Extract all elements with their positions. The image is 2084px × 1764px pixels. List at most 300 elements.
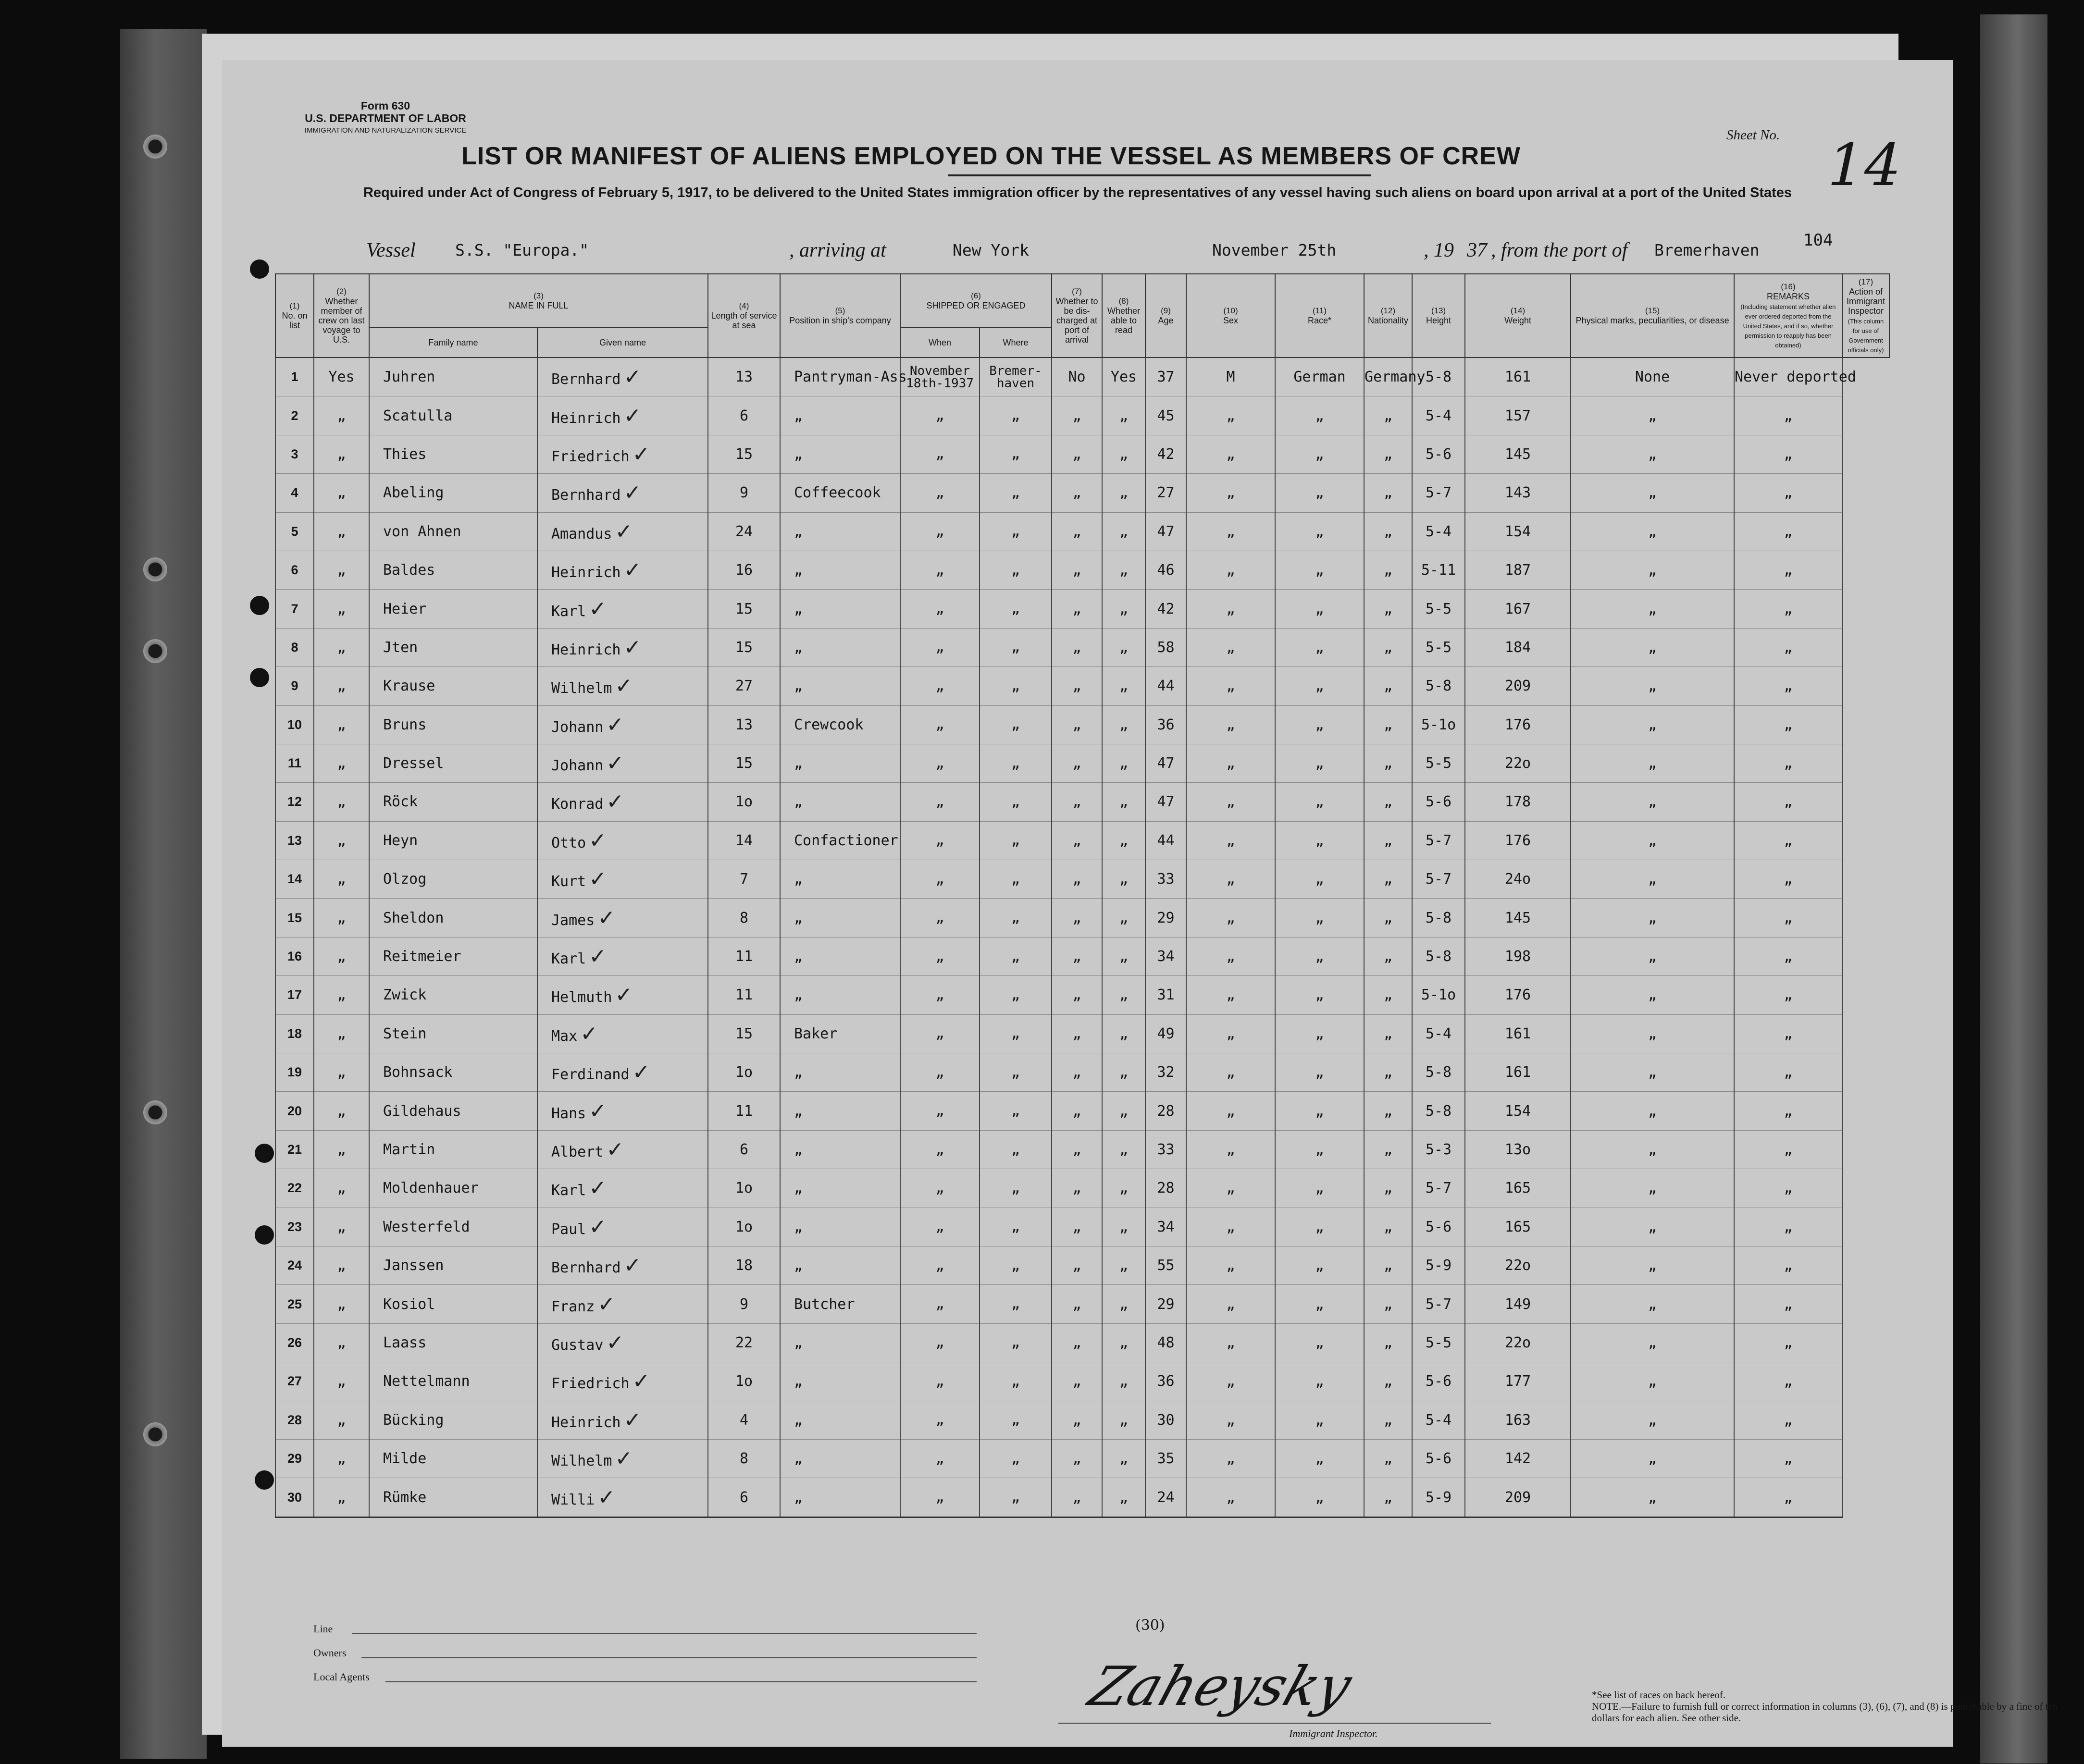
cell-prev: „ bbox=[314, 628, 369, 666]
cell-given: Konrad ✓ bbox=[537, 783, 708, 821]
table-row bbox=[275, 1323, 1889, 1362]
check-mark-icon: ✓ bbox=[606, 1330, 624, 1355]
cell-nationality: „ bbox=[1364, 860, 1412, 899]
cell-height: 5-6 bbox=[1412, 1362, 1465, 1401]
cell-position: „ bbox=[780, 551, 900, 589]
inspector-signature: Zaheysky bbox=[1081, 1655, 1360, 1718]
cell-marks: „ bbox=[1571, 1130, 1734, 1169]
cell-where: „ bbox=[980, 1246, 1052, 1284]
cell-height: 5-8 bbox=[1412, 899, 1465, 937]
cell-age: 29 bbox=[1145, 1285, 1186, 1323]
check-mark-icon: ✓ bbox=[623, 365, 642, 390]
cell-sex: „ bbox=[1186, 860, 1275, 899]
cell-no: 16 bbox=[275, 937, 314, 975]
check-mark-icon: ✓ bbox=[615, 674, 633, 699]
cell-prev: „ bbox=[314, 512, 369, 551]
cell-where: „ bbox=[980, 783, 1052, 821]
cell-remarks: „ bbox=[1734, 976, 1842, 1014]
cell-given: Heinrich ✓ bbox=[537, 628, 708, 666]
cell-no: 4 bbox=[275, 474, 314, 512]
cell-nationality: „ bbox=[1364, 705, 1412, 744]
cell-no: 29 bbox=[275, 1439, 314, 1478]
cell-where: „ bbox=[980, 1285, 1052, 1323]
header-shipped-or-engaged: (6) SHIPPED OR ENGAGED bbox=[900, 274, 1052, 328]
cell-when: „ bbox=[900, 1362, 980, 1401]
cell-remarks: „ bbox=[1734, 1285, 1842, 1323]
cell-race: „ bbox=[1275, 1130, 1364, 1169]
cell-discharged: „ bbox=[1052, 590, 1102, 628]
table-row bbox=[275, 1478, 1889, 1517]
table-row bbox=[275, 590, 1889, 628]
line-label: Line bbox=[313, 1623, 333, 1635]
table-row bbox=[275, 1401, 1889, 1439]
cell-age: 37 bbox=[1145, 358, 1186, 396]
cell-service: 24 bbox=[708, 512, 780, 551]
table-row bbox=[275, 551, 1889, 589]
cell-marks: „ bbox=[1571, 899, 1734, 937]
cell-position: „ bbox=[780, 1092, 900, 1130]
cell-height: 5-3 bbox=[1412, 1130, 1465, 1169]
cell-family: von Ahnen bbox=[369, 512, 537, 551]
cell-where: „ bbox=[980, 899, 1052, 937]
header-height: (13) Height bbox=[1412, 274, 1465, 358]
cell-nationality: „ bbox=[1364, 1362, 1412, 1401]
cell-family: Kosiol bbox=[369, 1285, 537, 1323]
cell-where: „ bbox=[980, 628, 1052, 666]
cell-read: „ bbox=[1102, 899, 1145, 937]
cell-service: 4 bbox=[708, 1401, 780, 1439]
cell-height: 5-4 bbox=[1412, 396, 1465, 435]
cell-given: Helmuth ✓ bbox=[537, 976, 708, 1014]
cell-family: Rümke bbox=[369, 1478, 537, 1517]
cell-read: „ bbox=[1102, 860, 1145, 899]
cell-given: Friedrich ✓ bbox=[537, 1362, 708, 1401]
local-agents-label: Local Agents bbox=[313, 1671, 370, 1683]
cell-family: Moldenhauer bbox=[369, 1169, 537, 1208]
cell-given: James ✓ bbox=[537, 899, 708, 937]
cell-race: „ bbox=[1275, 783, 1364, 821]
cell-prev: „ bbox=[314, 976, 369, 1014]
cell-marks: „ bbox=[1571, 474, 1734, 512]
punch-hole bbox=[143, 1422, 167, 1446]
cell-read: „ bbox=[1102, 783, 1145, 821]
cell-remarks: „ bbox=[1734, 590, 1842, 628]
cell-nationality: „ bbox=[1364, 474, 1412, 512]
punch-hole bbox=[143, 639, 167, 663]
cell-prev: „ bbox=[314, 899, 369, 937]
cell-marks: „ bbox=[1571, 1323, 1734, 1362]
cell-prev: „ bbox=[314, 1208, 369, 1246]
cell-weight: 161 bbox=[1465, 358, 1571, 396]
cell-age: 55 bbox=[1145, 1246, 1186, 1284]
cell-when: „ bbox=[900, 474, 980, 512]
check-mark-icon: ✓ bbox=[623, 1407, 642, 1432]
cell-remarks: „ bbox=[1734, 551, 1842, 589]
rivet-hole bbox=[250, 596, 269, 615]
cell-where: „ bbox=[980, 590, 1052, 628]
signature-rule bbox=[1058, 1723, 1491, 1724]
cell-position: „ bbox=[780, 1439, 900, 1478]
cell-service: 9 bbox=[708, 474, 780, 512]
cell-discharged: „ bbox=[1052, 435, 1102, 473]
cell-no: 1 bbox=[275, 358, 314, 396]
cell-sex: „ bbox=[1186, 1130, 1275, 1169]
cell-prev: Yes bbox=[314, 358, 369, 396]
cell-weight: 22o bbox=[1465, 1246, 1571, 1284]
cell-age: 48 bbox=[1145, 1323, 1186, 1362]
cell-family: Abeling bbox=[369, 474, 537, 512]
from-port-label: , from the port of bbox=[1491, 239, 1628, 261]
table-row bbox=[275, 1246, 1889, 1284]
cell-where: „ bbox=[980, 705, 1052, 744]
owners-rule bbox=[361, 1657, 977, 1658]
cell-race: „ bbox=[1275, 1323, 1364, 1362]
cell-nationality: „ bbox=[1364, 1014, 1412, 1053]
cell-age: 49 bbox=[1145, 1014, 1186, 1053]
table-row bbox=[275, 937, 1889, 975]
cell-weight: 161 bbox=[1465, 1053, 1571, 1092]
cell-where: „ bbox=[980, 860, 1052, 899]
cell-service: 8 bbox=[708, 899, 780, 937]
cell-discharged: „ bbox=[1052, 1401, 1102, 1439]
cell-position: „ bbox=[780, 435, 900, 473]
cell-given: Gustav ✓ bbox=[537, 1323, 708, 1362]
cell-weight: 165 bbox=[1465, 1169, 1571, 1208]
cell-no: 28 bbox=[275, 1401, 314, 1439]
cell-age: 30 bbox=[1145, 1401, 1186, 1439]
cell-when: „ bbox=[900, 1092, 980, 1130]
cell-given: Johann ✓ bbox=[537, 705, 708, 744]
cell-age: 58 bbox=[1145, 628, 1186, 666]
cell-position: Confactioner bbox=[780, 821, 900, 860]
cell-nationality: „ bbox=[1364, 1092, 1412, 1130]
cell-where: Bremer-haven bbox=[980, 358, 1052, 396]
header-discharged: (7) Whether to be dis-charged at port of arrival bbox=[1052, 274, 1102, 358]
cell-read: „ bbox=[1102, 628, 1145, 666]
stamped-number: 104 bbox=[1803, 231, 1833, 250]
cell-nationality: „ bbox=[1364, 512, 1412, 551]
cell-discharged: „ bbox=[1052, 1092, 1102, 1130]
crew-count: (30) bbox=[1135, 1617, 1165, 1634]
arriving-port: New York bbox=[953, 241, 1029, 259]
cell-no: 13 bbox=[275, 821, 314, 860]
service-name: IMMIGRATION AND NATURALIZATION SERVICE bbox=[304, 126, 467, 135]
cell-no: 8 bbox=[275, 628, 314, 666]
cell-position: „ bbox=[780, 744, 900, 782]
cell-position: „ bbox=[780, 1246, 900, 1284]
cell-nationality: „ bbox=[1364, 667, 1412, 705]
cell-when: „ bbox=[900, 1439, 980, 1478]
cell-given: Heinrich ✓ bbox=[537, 551, 708, 589]
cell-sex: „ bbox=[1186, 628, 1275, 666]
cell-when: „ bbox=[900, 821, 980, 860]
cell-where: „ bbox=[980, 551, 1052, 589]
cell-service: 9 bbox=[708, 1285, 780, 1323]
cell-read: „ bbox=[1102, 976, 1145, 1014]
cell-prev: „ bbox=[314, 744, 369, 782]
cell-when: November 18th-1937 bbox=[900, 358, 980, 396]
cell-read: „ bbox=[1102, 705, 1145, 744]
cell-discharged: „ bbox=[1052, 667, 1102, 705]
cell-discharged: „ bbox=[1052, 512, 1102, 551]
check-mark-icon: ✓ bbox=[597, 1485, 616, 1510]
cell-marks: „ bbox=[1571, 783, 1734, 821]
cell-when: „ bbox=[900, 1208, 980, 1246]
cell-height: 5-8 bbox=[1412, 1092, 1465, 1130]
header-weight: (14) Weight bbox=[1465, 274, 1571, 358]
cell-prev: „ bbox=[314, 705, 369, 744]
cell-weight: 161 bbox=[1465, 1014, 1571, 1053]
cell-marks: „ bbox=[1571, 1439, 1734, 1478]
cell-age: 31 bbox=[1145, 976, 1186, 1014]
cell-when: „ bbox=[900, 899, 980, 937]
cell-discharged: „ bbox=[1052, 1478, 1102, 1517]
table-row bbox=[275, 358, 1889, 396]
rivet-hole bbox=[255, 1144, 274, 1163]
cell-given: Wilhelm ✓ bbox=[537, 667, 708, 705]
cell-sex: „ bbox=[1186, 744, 1275, 782]
check-mark-icon: ✓ bbox=[623, 481, 642, 506]
cell-read: „ bbox=[1102, 1439, 1145, 1478]
cell-read: „ bbox=[1102, 1401, 1145, 1439]
cell-service: 27 bbox=[708, 667, 780, 705]
rivet-hole bbox=[250, 668, 269, 687]
cell-given: Karl ✓ bbox=[537, 1169, 708, 1208]
cell-age: 34 bbox=[1145, 1208, 1186, 1246]
cell-read: „ bbox=[1102, 667, 1145, 705]
signature-caption: Immigrant Inspector. bbox=[1289, 1727, 1378, 1739]
cell-sex: „ bbox=[1186, 1285, 1275, 1323]
cell-given: Heinrich ✓ bbox=[537, 1401, 708, 1439]
cell-age: 28 bbox=[1145, 1169, 1186, 1208]
cell-height: 5-4 bbox=[1412, 1401, 1465, 1439]
cell-remarks: „ bbox=[1734, 1246, 1842, 1284]
cell-position: „ bbox=[780, 667, 900, 705]
header-physical-marks: (15) Physical marks, peculiarities, or disease bbox=[1571, 274, 1734, 358]
cell-no: 27 bbox=[275, 1362, 314, 1401]
header-able-to-read: (8) Whether able to read bbox=[1102, 274, 1145, 358]
header-race: (11) Race* bbox=[1275, 274, 1364, 358]
document-subtitle: Required under Act of Congress of February 5, 1917, to be delivered to the United States immigration officer by the representatives of any vessel having such aliens on board upon arrival at a port of the United States bbox=[363, 185, 1792, 200]
check-mark-icon: ✓ bbox=[589, 867, 607, 892]
cell-nationality: „ bbox=[1364, 1053, 1412, 1092]
cell-prev: „ bbox=[314, 1323, 369, 1362]
check-mark-icon: ✓ bbox=[623, 403, 642, 428]
header-nationality: (12) Nationality bbox=[1364, 274, 1412, 358]
cell-sex: „ bbox=[1186, 821, 1275, 860]
table-row bbox=[275, 821, 1889, 860]
cell-marks: „ bbox=[1571, 1053, 1734, 1092]
cell-remarks: „ bbox=[1734, 937, 1842, 975]
cell-age: 29 bbox=[1145, 899, 1186, 937]
cell-marks: „ bbox=[1571, 821, 1734, 860]
cell-service: 1o bbox=[708, 783, 780, 821]
cell-race: „ bbox=[1275, 860, 1364, 899]
cell-age: 35 bbox=[1145, 1439, 1186, 1478]
check-mark-icon: ✓ bbox=[623, 558, 642, 583]
cell-race: „ bbox=[1275, 1285, 1364, 1323]
cell-discharged: „ bbox=[1052, 1362, 1102, 1401]
cell-age: 28 bbox=[1145, 1092, 1186, 1130]
penalty-note: NOTE.—Failure to furnish full or correct information in columns (3), (6), (7), and (8) is punishable by a fine of ten dollars for each alien. See other side. bbox=[1592, 1701, 2058, 1724]
cell-no: 6 bbox=[275, 551, 314, 589]
cell-where: „ bbox=[980, 1439, 1052, 1478]
cell-sex: „ bbox=[1186, 1169, 1275, 1208]
cell-where: „ bbox=[980, 1362, 1052, 1401]
cell-no: 3 bbox=[275, 435, 314, 473]
cell-race: „ bbox=[1275, 1401, 1364, 1439]
cell-position: „ bbox=[780, 1130, 900, 1169]
cell-sex: „ bbox=[1186, 590, 1275, 628]
cell-nationality: Germany bbox=[1364, 358, 1412, 396]
table-row bbox=[275, 1208, 1889, 1246]
cell-discharged: „ bbox=[1052, 821, 1102, 860]
cell-no: 20 bbox=[275, 1092, 314, 1130]
cell-marks: „ bbox=[1571, 1478, 1734, 1517]
cell-position: „ bbox=[780, 937, 900, 975]
cell-no: 5 bbox=[275, 512, 314, 551]
cell-read: „ bbox=[1102, 1362, 1145, 1401]
cell-remarks: „ bbox=[1734, 1208, 1842, 1246]
cell-family: Krause bbox=[369, 667, 537, 705]
cell-given: Ferdinand ✓ bbox=[537, 1053, 708, 1092]
cell-prev: „ bbox=[314, 590, 369, 628]
cell-no: 10 bbox=[275, 705, 314, 744]
cell-position: „ bbox=[780, 628, 900, 666]
check-mark-icon: ✓ bbox=[597, 905, 616, 930]
cell-where: „ bbox=[980, 1053, 1052, 1092]
cell-when: „ bbox=[900, 860, 980, 899]
cell-weight: 149 bbox=[1465, 1285, 1571, 1323]
cell-height: 5-6 bbox=[1412, 783, 1465, 821]
cell-family: Milde bbox=[369, 1439, 537, 1478]
vessel-label: Vessel bbox=[366, 239, 416, 261]
header-name-in-full: (3) NAME IN FULL bbox=[369, 274, 708, 328]
cell-weight: 13o bbox=[1465, 1130, 1571, 1169]
table-row bbox=[275, 1362, 1889, 1401]
cell-marks: „ bbox=[1571, 744, 1734, 782]
cell-age: 42 bbox=[1145, 590, 1186, 628]
rivet-hole bbox=[255, 1470, 274, 1490]
check-mark-icon: ✓ bbox=[606, 789, 624, 814]
table-row bbox=[275, 1285, 1889, 1323]
cell-when: „ bbox=[900, 1323, 980, 1362]
cell-weight: 154 bbox=[1465, 1092, 1571, 1130]
cell-weight: 24o bbox=[1465, 860, 1571, 899]
cell-when: „ bbox=[900, 1401, 980, 1439]
cell-family: Janssen bbox=[369, 1246, 537, 1284]
check-mark-icon: ✓ bbox=[606, 751, 624, 776]
cell-service: 18 bbox=[708, 1246, 780, 1284]
cell-marks: „ bbox=[1571, 1169, 1734, 1208]
sheet-number-label: Sheet No. bbox=[1726, 127, 1780, 143]
cell-where: „ bbox=[980, 1323, 1052, 1362]
cell-discharged: „ bbox=[1052, 1208, 1102, 1246]
cell-given: Franz ✓ bbox=[537, 1285, 708, 1323]
cell-discharged: „ bbox=[1052, 551, 1102, 589]
cell-given: Willi ✓ bbox=[537, 1478, 708, 1517]
cell-prev: „ bbox=[314, 1478, 369, 1517]
cell-marks: None bbox=[1571, 358, 1734, 396]
cell-race: „ bbox=[1275, 590, 1364, 628]
cell-weight: 145 bbox=[1465, 435, 1571, 473]
cell-prev: „ bbox=[314, 1053, 369, 1092]
cell-race: „ bbox=[1275, 474, 1364, 512]
cell-marks: „ bbox=[1571, 667, 1734, 705]
cell-service: 7 bbox=[708, 860, 780, 899]
title-underline bbox=[948, 174, 1371, 176]
cell-race: „ bbox=[1275, 937, 1364, 975]
cell-sex: „ bbox=[1186, 512, 1275, 551]
check-mark-icon: ✓ bbox=[623, 635, 642, 660]
cell-height: 5-8 bbox=[1412, 358, 1465, 396]
cell-family: Olzog bbox=[369, 860, 537, 899]
cell-position: „ bbox=[780, 590, 900, 628]
cell-sex: „ bbox=[1186, 667, 1275, 705]
cell-remarks: „ bbox=[1734, 1130, 1842, 1169]
cell-position: „ bbox=[780, 1208, 900, 1246]
header-remarks: (16) REMARKS (Including statement whether alien ever ordered deported from the United States, and if so, whether permission to reapply has been obtained) bbox=[1734, 274, 1842, 358]
cell-when: „ bbox=[900, 667, 980, 705]
cell-when: „ bbox=[900, 590, 980, 628]
cell-nationality: „ bbox=[1364, 628, 1412, 666]
cell-when: „ bbox=[900, 705, 980, 744]
cell-when: „ bbox=[900, 1285, 980, 1323]
header-inspector-action: (17) Action of Immigrant Inspector (This column for use of Government officials only) bbox=[1842, 274, 1889, 358]
cell-age: 45 bbox=[1145, 396, 1186, 435]
cell-prev: „ bbox=[314, 783, 369, 821]
cell-service: 16 bbox=[708, 551, 780, 589]
owners-label: Owners bbox=[313, 1647, 347, 1659]
cell-sex: „ bbox=[1186, 1014, 1275, 1053]
cell-weight: 22o bbox=[1465, 744, 1571, 782]
table-row bbox=[275, 1092, 1889, 1130]
cell-remarks: „ bbox=[1734, 628, 1842, 666]
cell-family: Bruns bbox=[369, 705, 537, 744]
cell-discharged: „ bbox=[1052, 744, 1102, 782]
cell-prev: „ bbox=[314, 1130, 369, 1169]
cell-nationality: „ bbox=[1364, 1169, 1412, 1208]
check-mark-icon: ✓ bbox=[589, 1176, 607, 1201]
cell-sex: „ bbox=[1186, 1323, 1275, 1362]
check-mark-icon: ✓ bbox=[632, 442, 650, 467]
cell-weight: 165 bbox=[1465, 1208, 1571, 1246]
punch-hole bbox=[143, 1100, 167, 1124]
cell-where: „ bbox=[980, 1478, 1052, 1517]
cell-given: Max ✓ bbox=[537, 1014, 708, 1053]
check-mark-icon: ✓ bbox=[589, 944, 607, 969]
cell-service: 13 bbox=[708, 358, 780, 396]
cell-where: „ bbox=[980, 1401, 1052, 1439]
cell-marks: „ bbox=[1571, 1092, 1734, 1130]
cell-prev: „ bbox=[314, 1439, 369, 1478]
cell-given: Karl ✓ bbox=[537, 937, 708, 975]
cell-family: Stein bbox=[369, 1014, 537, 1053]
cell-remarks: „ bbox=[1734, 474, 1842, 512]
cell-height: 5-9 bbox=[1412, 1246, 1465, 1284]
cell-position: Crewcook bbox=[780, 705, 900, 744]
cell-sex: „ bbox=[1186, 1246, 1275, 1284]
table-row bbox=[275, 783, 1889, 821]
table-row bbox=[275, 1053, 1889, 1092]
cell-race: „ bbox=[1275, 1053, 1364, 1092]
cell-no: 19 bbox=[275, 1053, 314, 1092]
cell-prev: „ bbox=[314, 937, 369, 975]
cell-marks: „ bbox=[1571, 1014, 1734, 1053]
binder-right bbox=[1980, 14, 2047, 1764]
cell-height: 5-7 bbox=[1412, 1285, 1465, 1323]
cell-position: Baker bbox=[780, 1014, 900, 1053]
